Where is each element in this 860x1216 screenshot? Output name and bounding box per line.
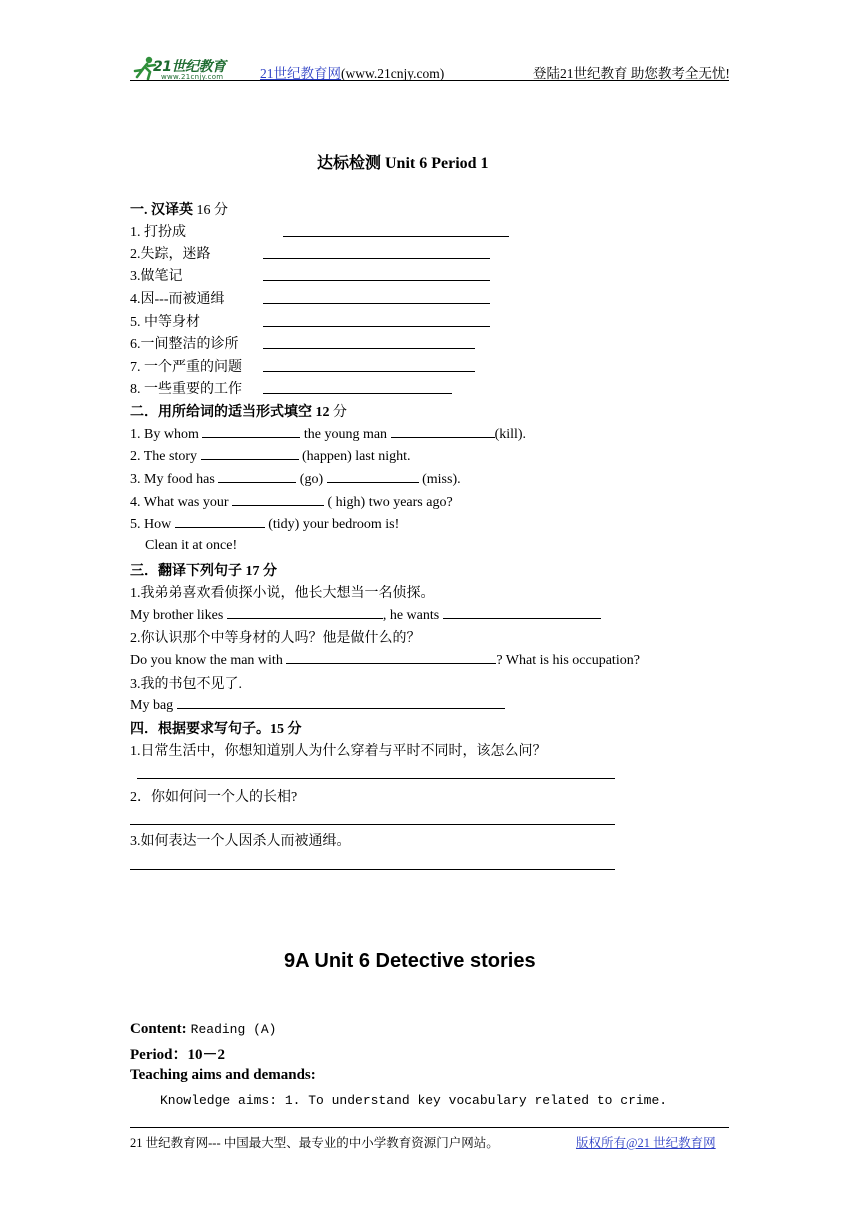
part2-heading-label: 二．用所给词的适当形式填空 12 [130,405,330,420]
lesson-content [130,1020,277,1038]
p2-q5-text-a: 5. How [130,517,172,532]
p1-item-7: 7. 一个严重的问题 [130,360,242,375]
p2-q3-blank-1[interactable] [218,470,296,483]
footer-copyright-link[interactable]: 版权所有@21 世纪教育网 [576,1136,716,1150]
p1-answer-line-1[interactable] [283,236,509,237]
p2-q3-blank-2[interactable] [327,470,419,483]
header-divider [130,80,729,81]
p3-s2-text-b: ? What is his occupation? [496,653,640,668]
p3-s2-blank[interactable] [286,651,496,664]
logo-text: 21世纪教育 [153,59,226,75]
p2-question-4 [130,493,453,511]
footer-left: 21 世纪教育网--- 中国最大型、最专业的中小学教育资源门户网站。 [130,1136,499,1150]
p1-item-4: 4.因---而被通缉 [130,292,225,307]
p4-answer-line-2[interactable] [130,824,615,825]
p2-q4-text-b: ( high) two years ago? [327,495,453,510]
p2-q5-blank[interactable] [175,515,265,528]
lesson-aims-line: Knowledge aims: 1. To understand key vocabulary related to crime. [160,1093,668,1108]
p1-item-8: 8. 一些重要的工作 [130,382,242,397]
p1-answer-line-2[interactable] [263,258,490,259]
p3-sentence-3-cn: 3.我的书包不见了. [130,677,242,692]
p3-s2-text-a: Do you know the man with [130,653,283,668]
p4-question-2: 2．你如何问一个人的长相? [130,790,298,805]
p3-s3-text-a: My bag [130,698,174,713]
footer-divider [130,1127,729,1128]
p2-q2-text-a: 2. The story [130,449,198,464]
p2-question-2 [130,447,411,465]
p2-q3-text-a: 3. My food has [130,472,215,487]
p2-q4-text-a: 4. What was your [130,495,229,510]
content-value: Reading (A) [190,1022,277,1037]
p1-answer-line-7[interactable] [263,371,475,372]
p2-q1-blank-1[interactable] [202,425,300,438]
p1-item-6: 6.一间整洁的诊所 [130,337,239,352]
p3-sentence-1-cn: 1.我弟弟喜欢看侦探小说，他长大想当一名侦探。 [130,586,435,601]
part3-heading: 三．翻译下列句子 17 分 [130,564,277,579]
p2-q2-blank[interactable] [201,447,299,460]
part4-heading: 四．根据要求写句子。15 分 [130,722,302,737]
p1-answer-line-3[interactable] [263,280,490,281]
p2-q2-text-b: (happen) last night. [302,449,411,464]
p3-s3-blank[interactable] [177,696,505,709]
p1-answer-line-6[interactable] [263,348,475,349]
p2-q5-text-b: (tidy) your bedroom is! [268,517,400,532]
p1-answer-line-4[interactable] [263,303,490,304]
p3-s1-blank-1[interactable] [227,606,383,619]
p2-q1-text-c: (kill). [494,427,527,442]
p1-item-5: 5. 中等身材 [130,315,200,330]
p4-question-3: 3.如何表达一个人因杀人而被通缉。 [130,834,351,849]
part1-heading [130,199,228,219]
lesson-title: 9A Unit 6 Detective stories [284,950,536,972]
site-logo [131,55,239,83]
p2-q1-text-a: 1. By whom [130,427,199,442]
p2-q1-text-b: the young man [303,427,388,442]
p1-answer-line-5[interactable] [263,326,490,327]
p2-q3-text-b: (go) [299,472,324,487]
p2-q5-line-2: Clean it at once! [145,538,238,553]
lesson-aims-label: Teaching aims and demands: [130,1067,316,1083]
p3-sentence-3-en [130,696,505,714]
part1-heading-points: 16 分 [196,203,228,218]
p3-s1-text-b: , he wants [382,608,440,623]
section-title: 达标检测 Unit 6 Period 1 [317,155,489,172]
header-slogan: 登陆21世纪教育 助您教考全无忧! [533,66,730,81]
logo-subtext: www.21cnjy.com [161,73,224,81]
p3-sentence-2-cn: 2.你认识那个中等身材的人吗？他是做什么的？ [130,631,421,646]
p2-q3-text-c: (miss). [422,472,461,487]
p4-question-1: 1.日常生活中，你想知道别人为什么穿着与平时不同时，该怎么问？ [130,744,547,759]
part1-heading-label: 一. 汉译英 [130,203,193,218]
p4-answer-line-1[interactable] [137,778,615,779]
part2-heading [130,401,347,421]
p2-question-5 [130,515,399,533]
p3-s1-blank-2[interactable] [443,606,601,619]
p1-item-2: 2.失踪，迷路 [130,247,211,262]
p2-question-3 [130,470,461,488]
part2-heading-points: 分 [333,405,347,420]
p1-item-3: 3.做笔记 [130,269,183,284]
site-link[interactable]: 21世纪教育网 [260,66,341,81]
lesson-period: Period：10－2 [130,1047,225,1063]
p3-sentence-1-en [130,606,601,624]
header-site [260,62,444,82]
p2-q1-blank-2[interactable] [391,425,495,438]
p2-q4-blank[interactable] [232,493,324,506]
p4-answer-line-3[interactable] [130,869,615,870]
site-url: (www.21cnjy.com) [341,66,445,81]
p1-item-1: 1. 打扮成 [130,225,186,240]
content-label: Content: [130,1021,187,1037]
p2-question-1 [130,425,526,443]
p1-answer-line-8[interactable] [263,393,452,394]
p3-sentence-2-en [130,651,640,669]
p3-s1-text-a: My brother likes [130,608,224,623]
